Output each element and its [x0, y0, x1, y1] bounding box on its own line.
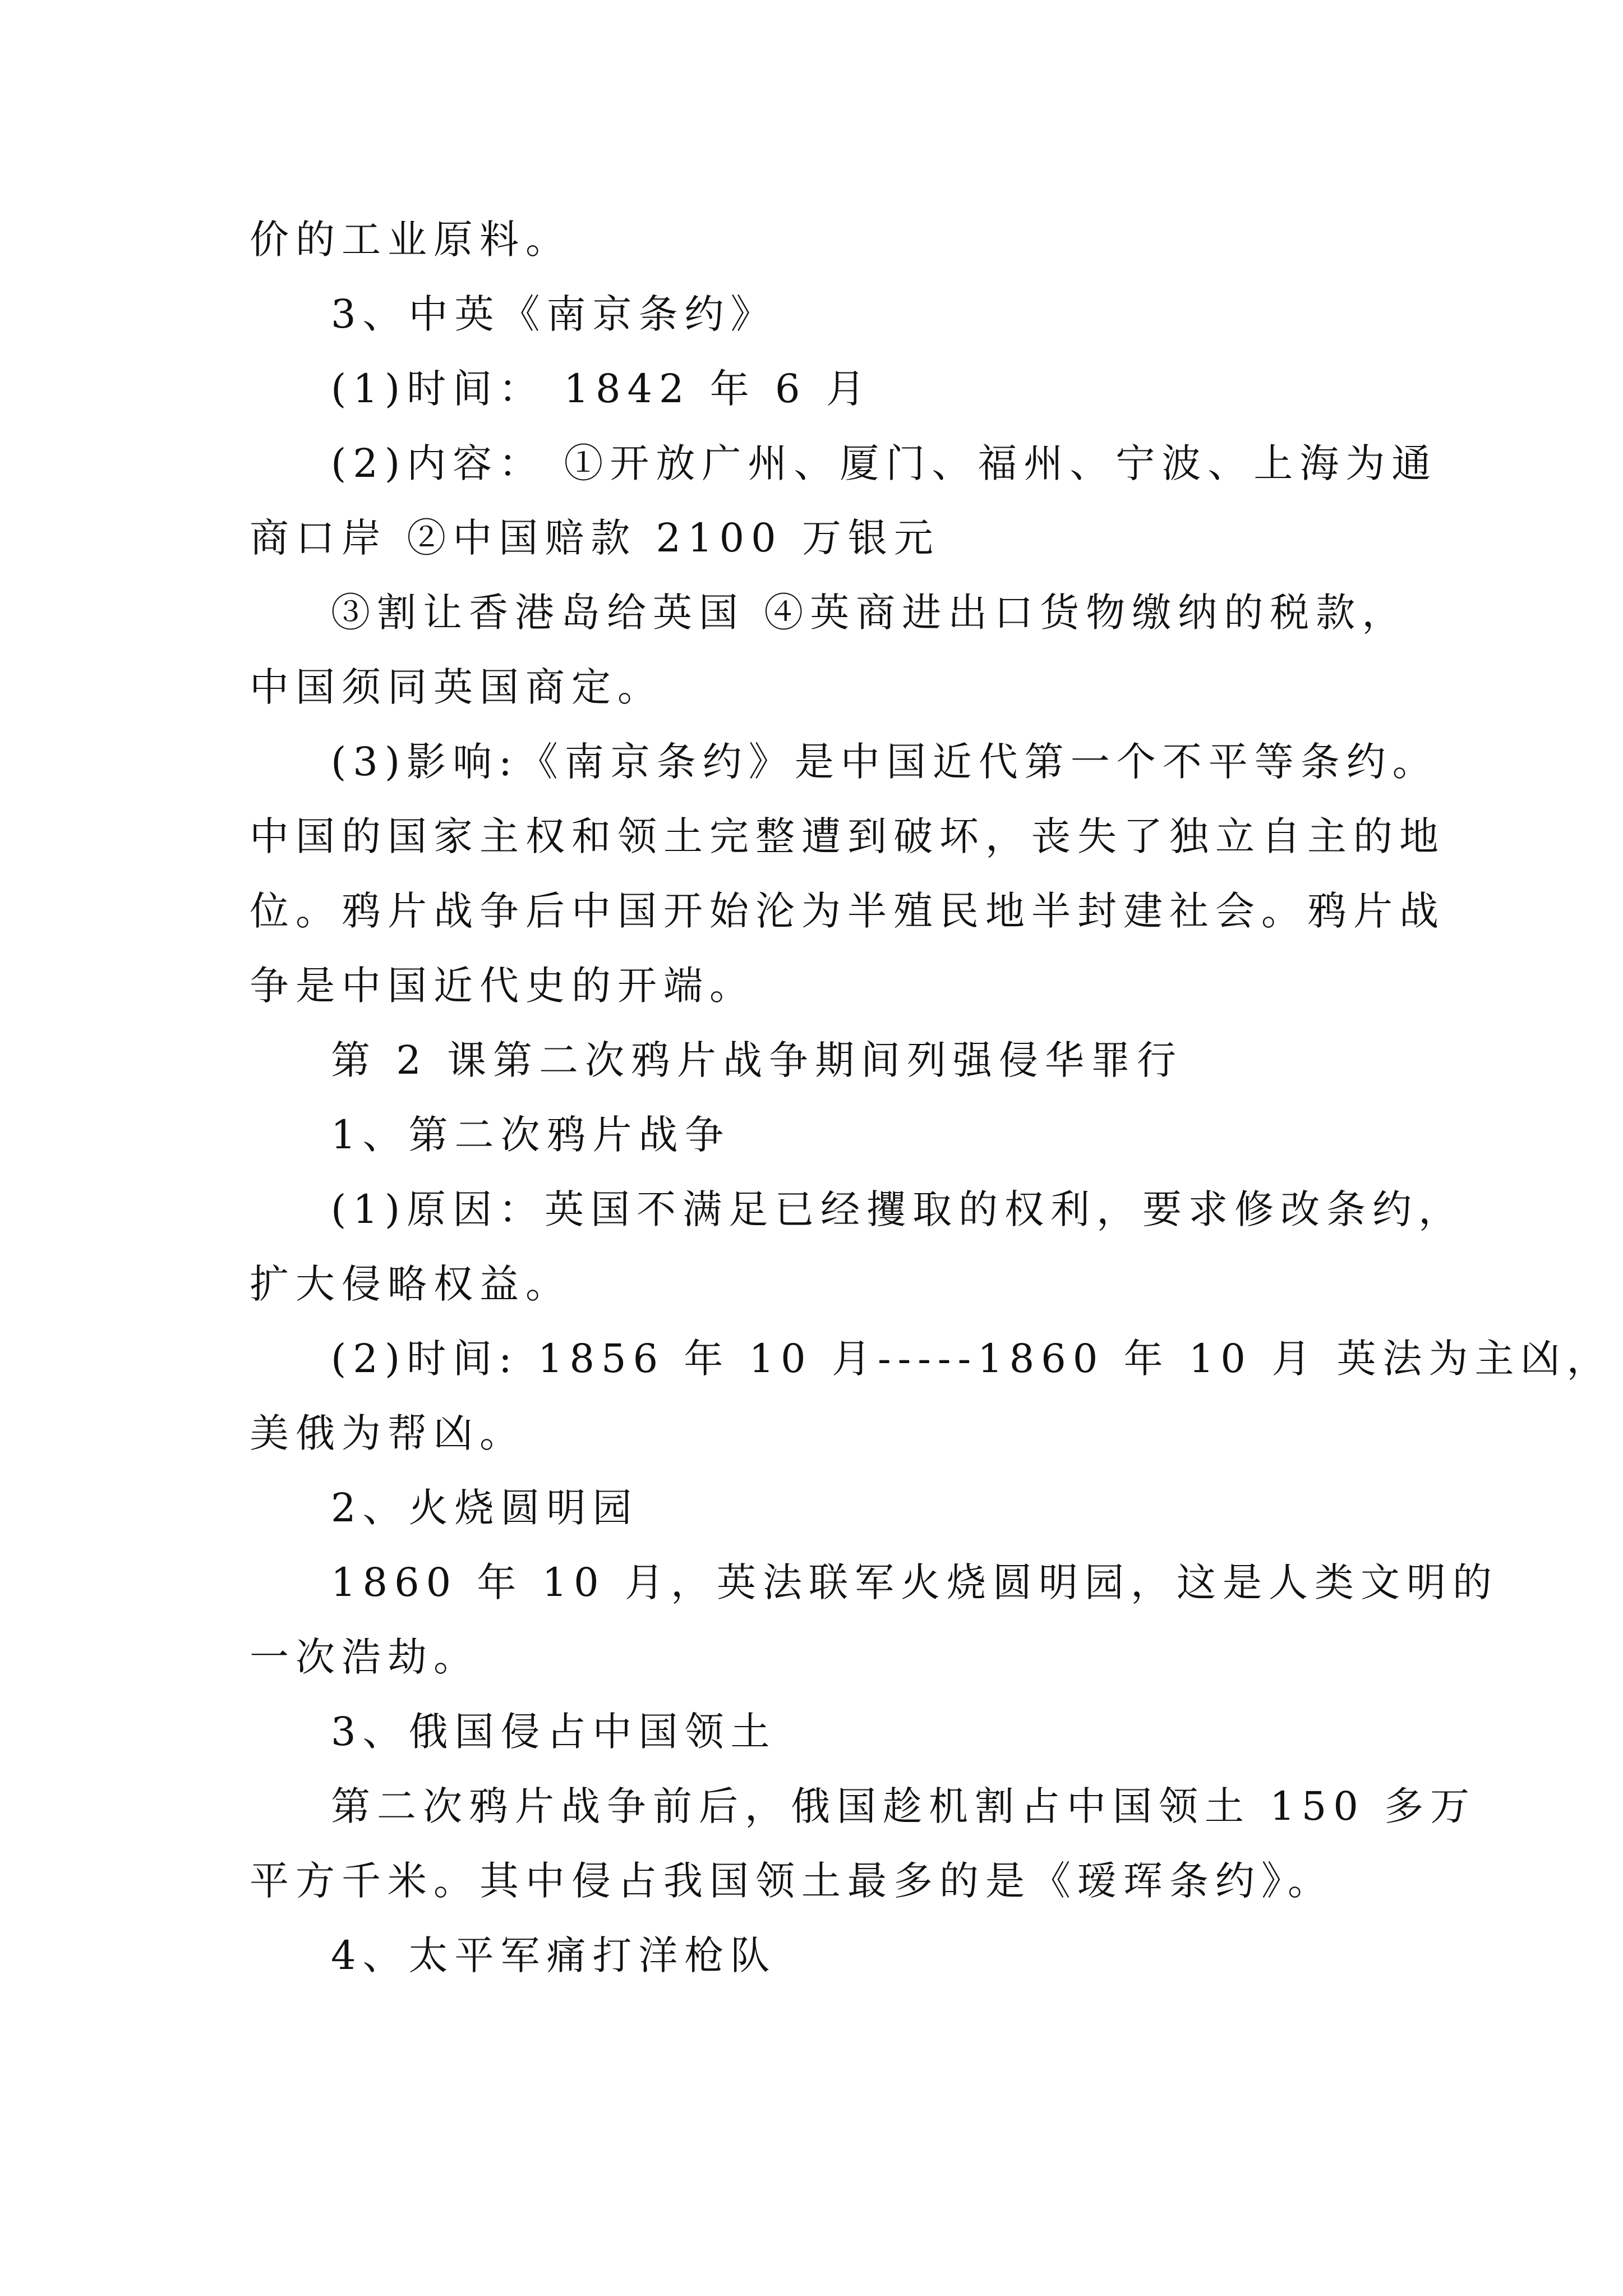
lesson-title: 第 2 课第二次鸦片战争期间列强侵华罪行 [331, 1037, 1183, 1083]
text-line: 1860 年 10 月，英法联军火烧圆明园，这是人类文明的 [331, 1559, 1498, 1605]
section-heading: 3、中英《南京条约》 [331, 291, 777, 337]
text-line: 中国须同英国商定。 [250, 664, 663, 710]
section-heading: 1、第二次鸦片战争 [331, 1112, 731, 1158]
text-line: 中国的国家主权和领土完整遭到破坏，丧失了独立自主的地 [250, 813, 1445, 859]
text-line: 争是中国近代史的开端。 [250, 963, 755, 1009]
text-line: 商口岸 ②中国赔款 2100 万银元 [250, 515, 940, 561]
text-line: ③割让香港岛给英国 ④英商进出口货物缴纳的税款， [331, 590, 1408, 636]
text-line: (1)原因：英国不满足已经攫取的权利，要求修改条约， [331, 1186, 1465, 1232]
text-line: 第二次鸦片战争前后，俄国趁机割占中国领土 150 多万 [331, 1783, 1477, 1829]
text-line: 美俄为帮凶。 [250, 1410, 525, 1456]
text-line: 一次浩劫。 [250, 1634, 479, 1680]
text-line: (3)影响:《南京条约》是中国近代第一个不平等条约。 [331, 739, 1438, 785]
text-line: 位。鸦片战争后中国开始沦为半殖民地半封建社会。鸦片战 [250, 888, 1445, 934]
text-line: 平方千米。其中侵占我国领土最多的是《瑷珲条约》。 [250, 1858, 1334, 1904]
text-line: 扩大侵略权益。 [250, 1261, 571, 1307]
section-heading: 3、俄国侵占中国领土 [331, 1709, 777, 1755]
section-heading: 2、火烧圆明园 [331, 1485, 639, 1531]
section-heading: 4、太平军痛打洋枪队 [331, 1932, 777, 1978]
text-line: (2)时间: 1856 年 10 月-----1860 年 10 月 英法为主凶， [331, 1336, 1613, 1382]
text-line: 价的工业原料。 [250, 217, 571, 263]
text-line: (2)内容： ①开放广州、厦门、福州、宁波、上海为通 [331, 440, 1438, 486]
text-line: (1)时间： 1842 年 6 月 [331, 366, 872, 412]
